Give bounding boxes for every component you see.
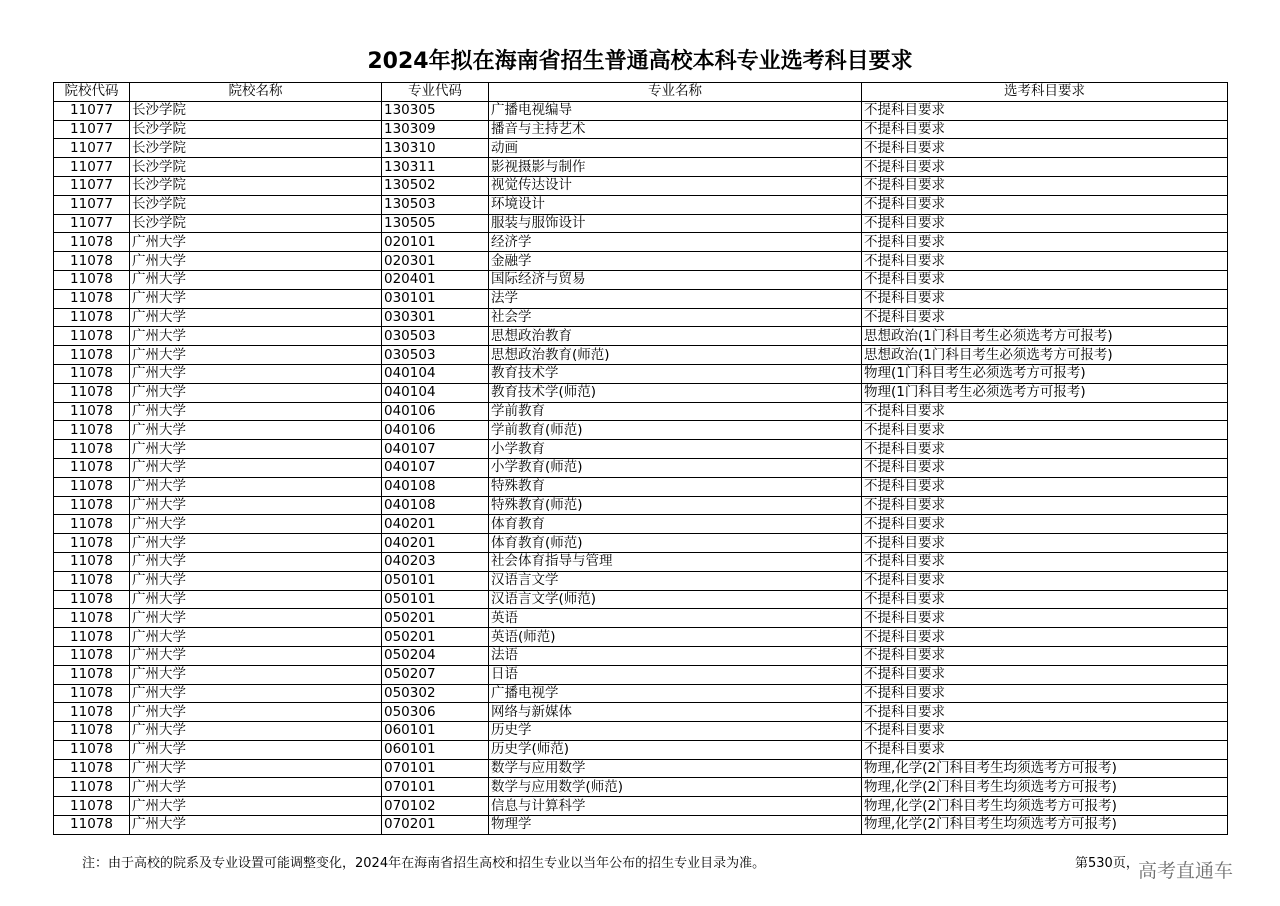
cell-school-code: 11078 xyxy=(54,534,130,553)
cell-school-name: 广州大学 xyxy=(130,778,382,797)
cell-major-code: 050201 xyxy=(382,609,489,628)
cell-major-code: 020101 xyxy=(382,233,489,252)
cell-major-name: 历史学 xyxy=(489,722,862,741)
cell-school-name: 广州大学 xyxy=(130,628,382,647)
cell-school-name: 广州大学 xyxy=(130,270,382,289)
cell-school-name: 广州大学 xyxy=(130,364,382,383)
table-header-row xyxy=(54,83,1228,102)
cell-school-code: 11078 xyxy=(54,289,130,308)
cell-subject-requirement: 不提科目要求 xyxy=(862,515,1228,534)
table-row xyxy=(54,308,1228,327)
cell-school-name: 广州大学 xyxy=(130,440,382,459)
cell-school-name: 广州大学 xyxy=(130,233,382,252)
cell-major-name: 汉语言文学 xyxy=(489,571,862,590)
cell-major-name: 思想政治教育 xyxy=(489,327,862,346)
requirements-table xyxy=(53,82,1228,835)
cell-major-name: 英语(师范) xyxy=(489,628,862,647)
cell-major-name: 网络与新媒体 xyxy=(489,703,862,722)
cell-major-code: 130311 xyxy=(382,158,489,177)
cell-major-name: 法语 xyxy=(489,646,862,665)
cell-subject-requirement: 不提科目要求 xyxy=(862,402,1228,421)
cell-subject-requirement: 不提科目要求 xyxy=(862,214,1228,233)
cell-major-name: 动画 xyxy=(489,139,862,158)
page-number: 第530页， xyxy=(1075,856,1139,871)
cell-major-code: 040108 xyxy=(382,477,489,496)
cell-major-name: 金融学 xyxy=(489,252,862,271)
header-school-code: 院校代码 xyxy=(54,83,130,102)
table-row xyxy=(54,421,1228,440)
cell-subject-requirement: 不提科目要求 xyxy=(862,139,1228,158)
cell-major-name: 数学与应用数学 xyxy=(489,759,862,778)
cell-school-name: 广州大学 xyxy=(130,496,382,515)
table-row xyxy=(54,740,1228,759)
cell-subject-requirement: 不提科目要求 xyxy=(862,590,1228,609)
table-row xyxy=(54,176,1228,195)
table-row xyxy=(54,289,1228,308)
cell-subject-requirement: 不提科目要求 xyxy=(862,289,1228,308)
cell-subject-requirement: 不提科目要求 xyxy=(862,233,1228,252)
cell-school-code: 11078 xyxy=(54,759,130,778)
cell-major-name: 社会体育指导与管理 xyxy=(489,552,862,571)
cell-major-code: 130503 xyxy=(382,195,489,214)
cell-school-code: 11077 xyxy=(54,120,130,139)
cell-major-name: 小学教育(师范) xyxy=(489,458,862,477)
cell-subject-requirement: 不提科目要求 xyxy=(862,740,1228,759)
cell-school-code: 11077 xyxy=(54,214,130,233)
cell-subject-requirement: 不提科目要求 xyxy=(862,665,1228,684)
cell-major-code: 070101 xyxy=(382,759,489,778)
cell-school-code: 11078 xyxy=(54,628,130,647)
cell-school-code: 11078 xyxy=(54,590,130,609)
cell-major-code: 040106 xyxy=(382,402,489,421)
table-row xyxy=(54,233,1228,252)
cell-major-code: 070201 xyxy=(382,816,489,835)
cell-school-code: 11078 xyxy=(54,233,130,252)
cell-major-name: 影视摄影与制作 xyxy=(489,158,862,177)
cell-school-name: 广州大学 xyxy=(130,722,382,741)
cell-subject-requirement: 不提科目要求 xyxy=(862,552,1228,571)
cell-school-name: 广州大学 xyxy=(130,421,382,440)
table-row xyxy=(54,646,1228,665)
cell-major-code: 030301 xyxy=(382,308,489,327)
cell-school-name: 长沙学院 xyxy=(130,120,382,139)
header-school-name: 院校名称 xyxy=(130,83,382,102)
cell-subject-requirement: 不提科目要求 xyxy=(862,496,1228,515)
table-row xyxy=(54,797,1228,816)
cell-school-name: 广州大学 xyxy=(130,402,382,421)
cell-school-name: 长沙学院 xyxy=(130,214,382,233)
cell-school-code: 11078 xyxy=(54,346,130,365)
table-body xyxy=(54,101,1228,834)
cell-school-code: 11078 xyxy=(54,703,130,722)
cell-school-code: 11078 xyxy=(54,722,130,741)
table-row xyxy=(54,195,1228,214)
table-row xyxy=(54,458,1228,477)
cell-subject-requirement: 不提科目要求 xyxy=(862,176,1228,195)
cell-subject-requirement: 不提科目要求 xyxy=(862,308,1228,327)
table-row xyxy=(54,816,1228,835)
cell-school-name: 广州大学 xyxy=(130,646,382,665)
cell-subject-requirement: 不提科目要求 xyxy=(862,609,1228,628)
cell-school-code: 11078 xyxy=(54,496,130,515)
footer-note: 注：由于高校的院系及专业设置可能调整变化，2024年在海南省招生高校和招生专业以当年公布的招生专业目录为准。 xyxy=(82,856,766,871)
table-row xyxy=(54,571,1228,590)
cell-major-name: 英语 xyxy=(489,609,862,628)
table-row xyxy=(54,214,1228,233)
header-subject-requirement: 选考科目要求 xyxy=(862,83,1228,102)
cell-major-name: 数学与应用数学(师范) xyxy=(489,778,862,797)
cell-school-code: 11078 xyxy=(54,515,130,534)
table-row xyxy=(54,590,1228,609)
cell-school-code: 11078 xyxy=(54,383,130,402)
cell-school-code: 11078 xyxy=(54,252,130,271)
cell-major-code: 050302 xyxy=(382,684,489,703)
table-row xyxy=(54,703,1228,722)
cell-major-code: 050207 xyxy=(382,665,489,684)
cell-subject-requirement: 不提科目要求 xyxy=(862,646,1228,665)
cell-major-name: 日语 xyxy=(489,665,862,684)
cell-major-name: 小学教育 xyxy=(489,440,862,459)
cell-major-code: 070101 xyxy=(382,778,489,797)
cell-school-name: 广州大学 xyxy=(130,346,382,365)
cell-school-code: 11077 xyxy=(54,195,130,214)
cell-major-code: 130505 xyxy=(382,214,489,233)
table-row xyxy=(54,628,1228,647)
cell-major-code: 020401 xyxy=(382,270,489,289)
cell-major-name: 法学 xyxy=(489,289,862,308)
cell-major-name: 视觉传达设计 xyxy=(489,176,862,195)
table-row xyxy=(54,515,1228,534)
cell-major-code: 050101 xyxy=(382,590,489,609)
cell-major-name: 经济学 xyxy=(489,233,862,252)
cell-school-code: 11078 xyxy=(54,308,130,327)
cell-school-name: 广州大学 xyxy=(130,308,382,327)
cell-major-code: 020301 xyxy=(382,252,489,271)
cell-major-name: 服装与服饰设计 xyxy=(489,214,862,233)
cell-major-name: 历史学(师范) xyxy=(489,740,862,759)
cell-school-code: 11078 xyxy=(54,440,130,459)
cell-school-name: 长沙学院 xyxy=(130,195,382,214)
cell-subject-requirement: 不提科目要求 xyxy=(862,703,1228,722)
cell-major-name: 汉语言文学(师范) xyxy=(489,590,862,609)
cell-school-name: 广州大学 xyxy=(130,684,382,703)
cell-school-name: 长沙学院 xyxy=(130,176,382,195)
cell-subject-requirement: 不提科目要求 xyxy=(862,158,1228,177)
cell-major-code: 040203 xyxy=(382,552,489,571)
cell-major-code: 040106 xyxy=(382,421,489,440)
cell-major-code: 040104 xyxy=(382,364,489,383)
table-row xyxy=(54,139,1228,158)
table-row xyxy=(54,778,1228,797)
cell-school-name: 广州大学 xyxy=(130,383,382,402)
cell-major-code: 050204 xyxy=(382,646,489,665)
cell-school-code: 11078 xyxy=(54,571,130,590)
cell-school-name: 广州大学 xyxy=(130,609,382,628)
cell-school-name: 广州大学 xyxy=(130,552,382,571)
cell-school-name: 广州大学 xyxy=(130,797,382,816)
table-row xyxy=(54,252,1228,271)
cell-subject-requirement: 不提科目要求 xyxy=(862,270,1228,289)
cell-major-code: 040108 xyxy=(382,496,489,515)
cell-subject-requirement: 不提科目要求 xyxy=(862,722,1228,741)
cell-subject-requirement: 物理(1门科目考生必须选考方可报考) xyxy=(862,383,1228,402)
cell-subject-requirement: 物理(1门科目考生必须选考方可报考) xyxy=(862,364,1228,383)
table-row xyxy=(54,120,1228,139)
table-row xyxy=(54,609,1228,628)
cell-school-code: 11078 xyxy=(54,458,130,477)
cell-school-code: 11078 xyxy=(54,740,130,759)
page-title: 2024年拟在海南省招生普通高校本科专业选考科目要求 xyxy=(367,49,913,74)
cell-subject-requirement: 不提科目要求 xyxy=(862,440,1228,459)
cell-school-code: 11078 xyxy=(54,364,130,383)
cell-school-code: 11078 xyxy=(54,270,130,289)
cell-subject-requirement: 不提科目要求 xyxy=(862,534,1228,553)
cell-major-name: 播音与主持艺术 xyxy=(489,120,862,139)
cell-major-code: 060101 xyxy=(382,740,489,759)
cell-subject-requirement: 不提科目要求 xyxy=(862,252,1228,271)
cell-subject-requirement: 物理,化学(2门科目考生均须选考方可报考) xyxy=(862,797,1228,816)
cell-school-code: 11077 xyxy=(54,139,130,158)
cell-subject-requirement: 不提科目要求 xyxy=(862,120,1228,139)
cell-school-code: 11078 xyxy=(54,665,130,684)
cell-school-name: 广州大学 xyxy=(130,590,382,609)
cell-school-name: 广州大学 xyxy=(130,534,382,553)
table-row xyxy=(54,722,1228,741)
cell-school-name: 长沙学院 xyxy=(130,101,382,120)
cell-school-code: 11078 xyxy=(54,609,130,628)
cell-school-name: 广州大学 xyxy=(130,327,382,346)
cell-school-name: 广州大学 xyxy=(130,759,382,778)
cell-subject-requirement: 物理,化学(2门科目考生均须选考方可报考) xyxy=(862,778,1228,797)
cell-subject-requirement: 不提科目要求 xyxy=(862,628,1228,647)
cell-school-code: 11078 xyxy=(54,684,130,703)
cell-school-code: 11078 xyxy=(54,646,130,665)
cell-major-code: 040201 xyxy=(382,515,489,534)
cell-school-code: 11077 xyxy=(54,101,130,120)
cell-major-code: 130310 xyxy=(382,139,489,158)
cell-major-code: 130502 xyxy=(382,176,489,195)
watermark: 高考直通车 xyxy=(1138,860,1234,882)
cell-major-name: 思想政治教育(师范) xyxy=(489,346,862,365)
cell-major-name: 广播电视学 xyxy=(489,684,862,703)
cell-school-name: 广州大学 xyxy=(130,665,382,684)
table-row xyxy=(54,759,1228,778)
cell-school-name: 广州大学 xyxy=(130,816,382,835)
cell-subject-requirement: 物理,化学(2门科目考生均须选考方可报考) xyxy=(862,759,1228,778)
cell-school-code: 11078 xyxy=(54,778,130,797)
cell-subject-requirement: 不提科目要求 xyxy=(862,571,1228,590)
cell-major-name: 学前教育 xyxy=(489,402,862,421)
cell-major-name: 信息与计算科学 xyxy=(489,797,862,816)
cell-school-name: 广州大学 xyxy=(130,703,382,722)
cell-major-name: 物理学 xyxy=(489,816,862,835)
table-row xyxy=(54,684,1228,703)
cell-school-code: 11078 xyxy=(54,477,130,496)
cell-major-name: 体育教育 xyxy=(489,515,862,534)
table-row xyxy=(54,101,1228,120)
cell-school-name: 广州大学 xyxy=(130,740,382,759)
cell-school-code: 11077 xyxy=(54,176,130,195)
cell-major-name: 社会学 xyxy=(489,308,862,327)
cell-school-code: 11078 xyxy=(54,797,130,816)
cell-subject-requirement: 不提科目要求 xyxy=(862,195,1228,214)
cell-major-code: 070102 xyxy=(382,797,489,816)
cell-school-name: 长沙学院 xyxy=(130,139,382,158)
cell-major-code: 050306 xyxy=(382,703,489,722)
cell-major-name: 国际经济与贸易 xyxy=(489,270,862,289)
cell-school-code: 11077 xyxy=(54,158,130,177)
cell-major-name: 教育技术学 xyxy=(489,364,862,383)
cell-school-code: 11078 xyxy=(54,552,130,571)
cell-major-name: 特殊教育(师范) xyxy=(489,496,862,515)
cell-major-name: 体育教育(师范) xyxy=(489,534,862,553)
cell-major-name: 教育技术学(师范) xyxy=(489,383,862,402)
cell-school-name: 广州大学 xyxy=(130,515,382,534)
table-row xyxy=(54,346,1228,365)
cell-major-name: 广播电视编导 xyxy=(489,101,862,120)
cell-major-name: 学前教育(师范) xyxy=(489,421,862,440)
cell-subject-requirement: 物理,化学(2门科目考生均须选考方可报考) xyxy=(862,816,1228,835)
cell-major-code: 050201 xyxy=(382,628,489,647)
table-row xyxy=(54,496,1228,515)
cell-major-name: 特殊教育 xyxy=(489,477,862,496)
cell-subject-requirement: 思想政治(1门科目考生必须选考方可报考) xyxy=(862,346,1228,365)
cell-major-code: 130305 xyxy=(382,101,489,120)
cell-school-code: 11078 xyxy=(54,816,130,835)
table-row xyxy=(54,477,1228,496)
cell-subject-requirement: 思想政治(1门科目考生必须选考方可报考) xyxy=(862,327,1228,346)
cell-school-code: 11078 xyxy=(54,327,130,346)
header-major-code: 专业代码 xyxy=(382,83,489,102)
table-row xyxy=(54,327,1228,346)
cell-school-name: 广州大学 xyxy=(130,458,382,477)
cell-subject-requirement: 不提科目要求 xyxy=(862,477,1228,496)
cell-major-code: 050101 xyxy=(382,571,489,590)
cell-subject-requirement: 不提科目要求 xyxy=(862,421,1228,440)
cell-school-name: 广州大学 xyxy=(130,571,382,590)
cell-major-code: 060101 xyxy=(382,722,489,741)
table-row xyxy=(54,665,1228,684)
table-row xyxy=(54,440,1228,459)
cell-major-code: 040107 xyxy=(382,458,489,477)
cell-major-name: 环境设计 xyxy=(489,195,862,214)
cell-subject-requirement: 不提科目要求 xyxy=(862,458,1228,477)
cell-major-code: 030503 xyxy=(382,346,489,365)
cell-subject-requirement: 不提科目要求 xyxy=(862,101,1228,120)
table-row xyxy=(54,383,1228,402)
cell-school-code: 11078 xyxy=(54,402,130,421)
table-row xyxy=(54,270,1228,289)
cell-school-name: 广州大学 xyxy=(130,477,382,496)
table-row xyxy=(54,534,1228,553)
table-row xyxy=(54,552,1228,571)
table-row xyxy=(54,158,1228,177)
cell-major-code: 040104 xyxy=(382,383,489,402)
cell-school-name: 广州大学 xyxy=(130,289,382,308)
header-major-name: 专业名称 xyxy=(489,83,862,102)
cell-major-code: 040201 xyxy=(382,534,489,553)
cell-subject-requirement: 不提科目要求 xyxy=(862,684,1228,703)
table-row xyxy=(54,402,1228,421)
cell-school-name: 广州大学 xyxy=(130,252,382,271)
table-row xyxy=(54,364,1228,383)
cell-school-name: 长沙学院 xyxy=(130,158,382,177)
cell-major-code: 040107 xyxy=(382,440,489,459)
cell-major-code: 130309 xyxy=(382,120,489,139)
cell-major-code: 030101 xyxy=(382,289,489,308)
cell-school-code: 11078 xyxy=(54,421,130,440)
cell-major-code: 030503 xyxy=(382,327,489,346)
